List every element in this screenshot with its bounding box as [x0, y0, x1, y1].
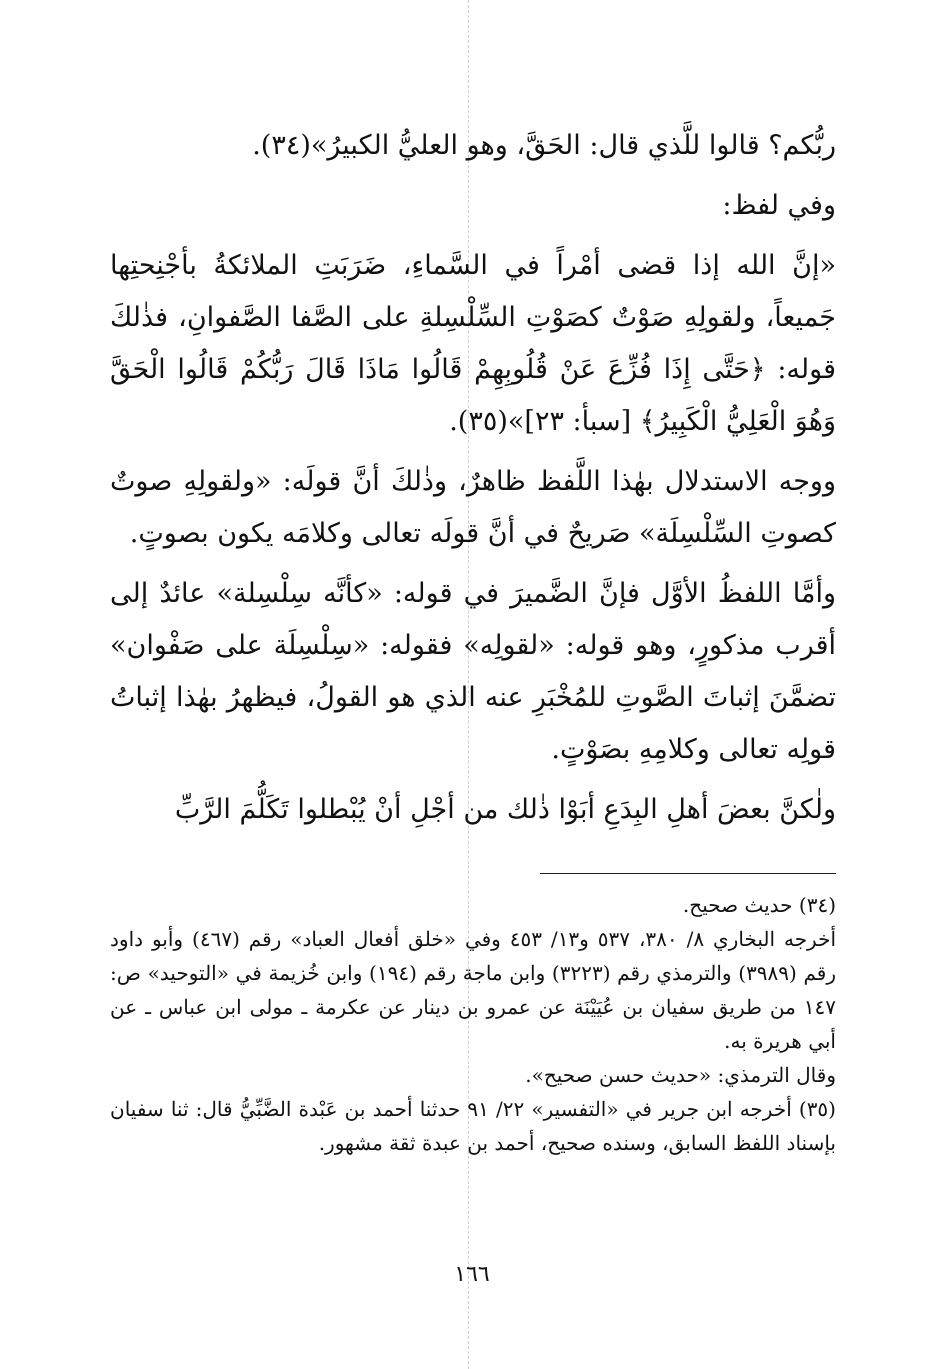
main-paragraph-continuation: ربُّكم؟ قالوا للَّذي قال: الحَقَّ، وهو العليُّ الكبيرُ»(٣٤).	[252, 130, 836, 161]
footnote-34-heading: (٣٤) حديث صحيح.	[682, 893, 836, 917]
footnote-34-tirmidhi: وقال الترمذي: «حديث حسن صحيح».	[525, 1063, 836, 1087]
footnotes	[110, 888, 836, 1160]
footnote-35-body: (٣٥) أخرجه ابن جرير في «التفسير» ٢٢/ ٩١ حدثنا أحمد بن عَبْدة الضَّبِّيُّ قال: ثنا سفيان بإسناد اللفظ السابق، وسنده صحيح، أحمد بن عبدة ثقة مشهور.	[110, 1097, 836, 1155]
main-paragraph-innovators: ولٰكنَّ بعضَ أهلِ البِدَعِ أبَوْا ذٰلك من أجْلِ أنْ يُبْطلوا تَكَلُّمَ الرَّبِّ	[174, 794, 836, 825]
footnote-34-body: أخرجه البخاري ٨/ ٣٨٠، ٥٣٧ و١٣/ ٤٥٣ وفي «خلق أفعال العباد» رقم (٤٦٧) وأبو داود رقم (٣٩٨٩) والترمذي رقم (٣٢٢٣) وابن ماجة رقم (١٩٤) وابن خُزيمة في «التوحيد» ص: ١٤٧ من طريق سفيان بن عُيَيْنَة عن عمرو بن دينار عن عكرمة ـ مولى ابن عباس ـ عن أبي هريرة به.	[110, 927, 837, 1053]
page-number: ١٦٦	[454, 1262, 490, 1287]
main-paragraph-pronoun: وأمَّا اللفظُ الأوَّل فإنَّ الضَّميرَ في قوله: «كأنَّه سِلْسِلة» عائدٌ إلى أقرب مذكورٍ، وهو قوله: «لقولِه» فقوله: «سِلْسِلَة على صَفْوان» تضمَّنَ إثباتَ الصَّوتِ للمُخْبَرِ عنه الذي هو القولُ، فيظهرُ بهٰذا إثباتُ قولِه تعالى وكلامِهِ بصَوْتٍ.	[110, 578, 836, 765]
main-text	[110, 120, 836, 836]
footnote-separator	[540, 873, 836, 874]
main-paragraph-inference: ووجه الاستدلال بهٰذا اللَّفظ ظاهرٌ، وذٰلكَ أنَّ قولَه: «ولقولِهِ صوتٌ كصوتِ السِّلْسِلَة» صَريحٌ في أنَّ قولَه تعالى وكلامَه يكون بصوتٍ.	[110, 466, 836, 549]
main-paragraph-hadith: «إنَّ الله إذا قضى أمْراً في السَّماءِ، ضَرَبَتِ الملائكةُ بأجْنِحتِها جَميعاً، ولقولِهِ صَوْتٌ كصَوْتِ السِّلْسِلةِ على الصَّفا الصَّفوانِ، فذٰلكَ قوله: ﴿حَتَّى إِذَا فُزِّعَ عَنْ قُلُوبِهِمْ قَالُوا مَاذَا قَالَ رَبُّكُمْ قَالُوا الْحَقَّ وَهُوَ الْعَلِيُّ الْكَبِيرُ﴾ [سبأ: ٢٣]»(٣٥).	[110, 250, 836, 437]
main-paragraph-intro: وفي لفظ:	[722, 190, 836, 221]
